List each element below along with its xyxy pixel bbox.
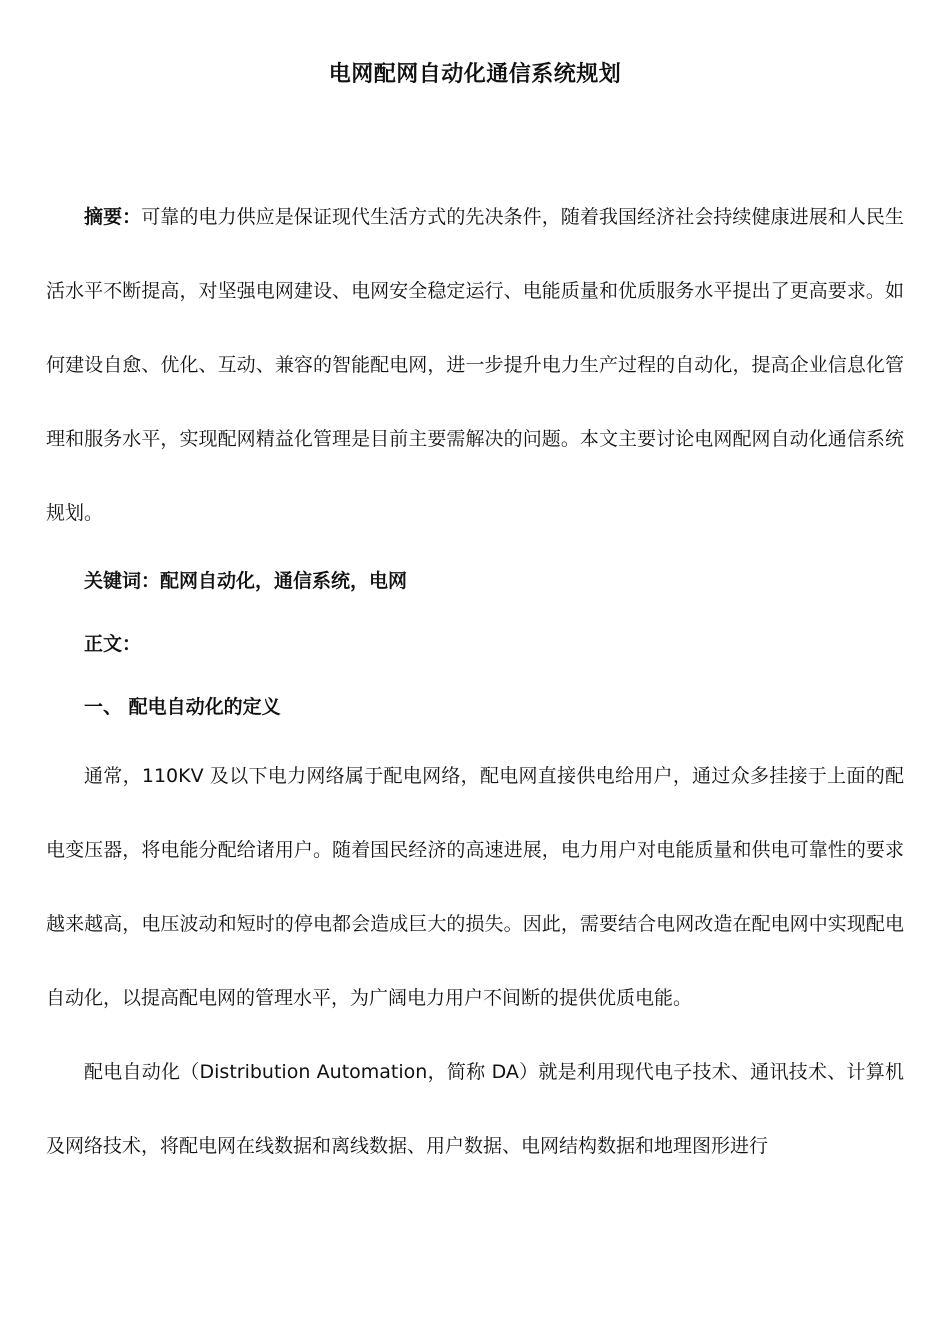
document-body (46, 180, 904, 1183)
body-paragraph: 通常，110KV 及以下电力网络属于配电网络，配电网直接供电给用户，通过众多挂接于上面的配电变压器，将电能分配给诸用户。随着国民经济的高速进展，电力用户对电能质量和供电可靠性的要求越来越高，电压波动和短时的停电都会造成巨大的损失。因此，需要结合电网改造在配电网中实现配电自动化，以提高配电网的管理水平，为广阔电力用户不间断的提供优质电能。 (46, 765, 904, 1009)
body-paragraph: 配电自动化（Distribution Automation，简称 DA）就是利用现代电子技术、通讯技术、计算机及网络技术，将配电网在线数据和离线数据、用户数据、电网结构数据和地理图形进行 (46, 1061, 904, 1157)
abstract-paragraph (46, 180, 904, 550)
document-title: 电网配网自动化通信系统规划 (328, 62, 622, 87)
abstract-label: 摘要： (84, 206, 142, 228)
section-heading: 一、 配电自动化的定义 (84, 696, 281, 718)
keywords-line: 关键词：配网自动化，通信系统，电网 (84, 570, 408, 592)
body-label: 正文： (84, 633, 142, 655)
abstract-text: 可靠的电力供应是保证现代生活方式的先决条件，随着我国经济社会持续健康进展和人民生活水平不断提高，对坚强电网建设、电网安全稳定运行、电能质量和优质服务水平提出了更高要求。如何建设自愈、优化、互动、兼容的智能配电网，进一步提升电力生产过程的自动化，提高企业信息化管理和服务水平，实现配网精益化管理是目前主要需解决的问题。本文主要讨论电网配网自动化通信系统规划。 (46, 206, 904, 524)
